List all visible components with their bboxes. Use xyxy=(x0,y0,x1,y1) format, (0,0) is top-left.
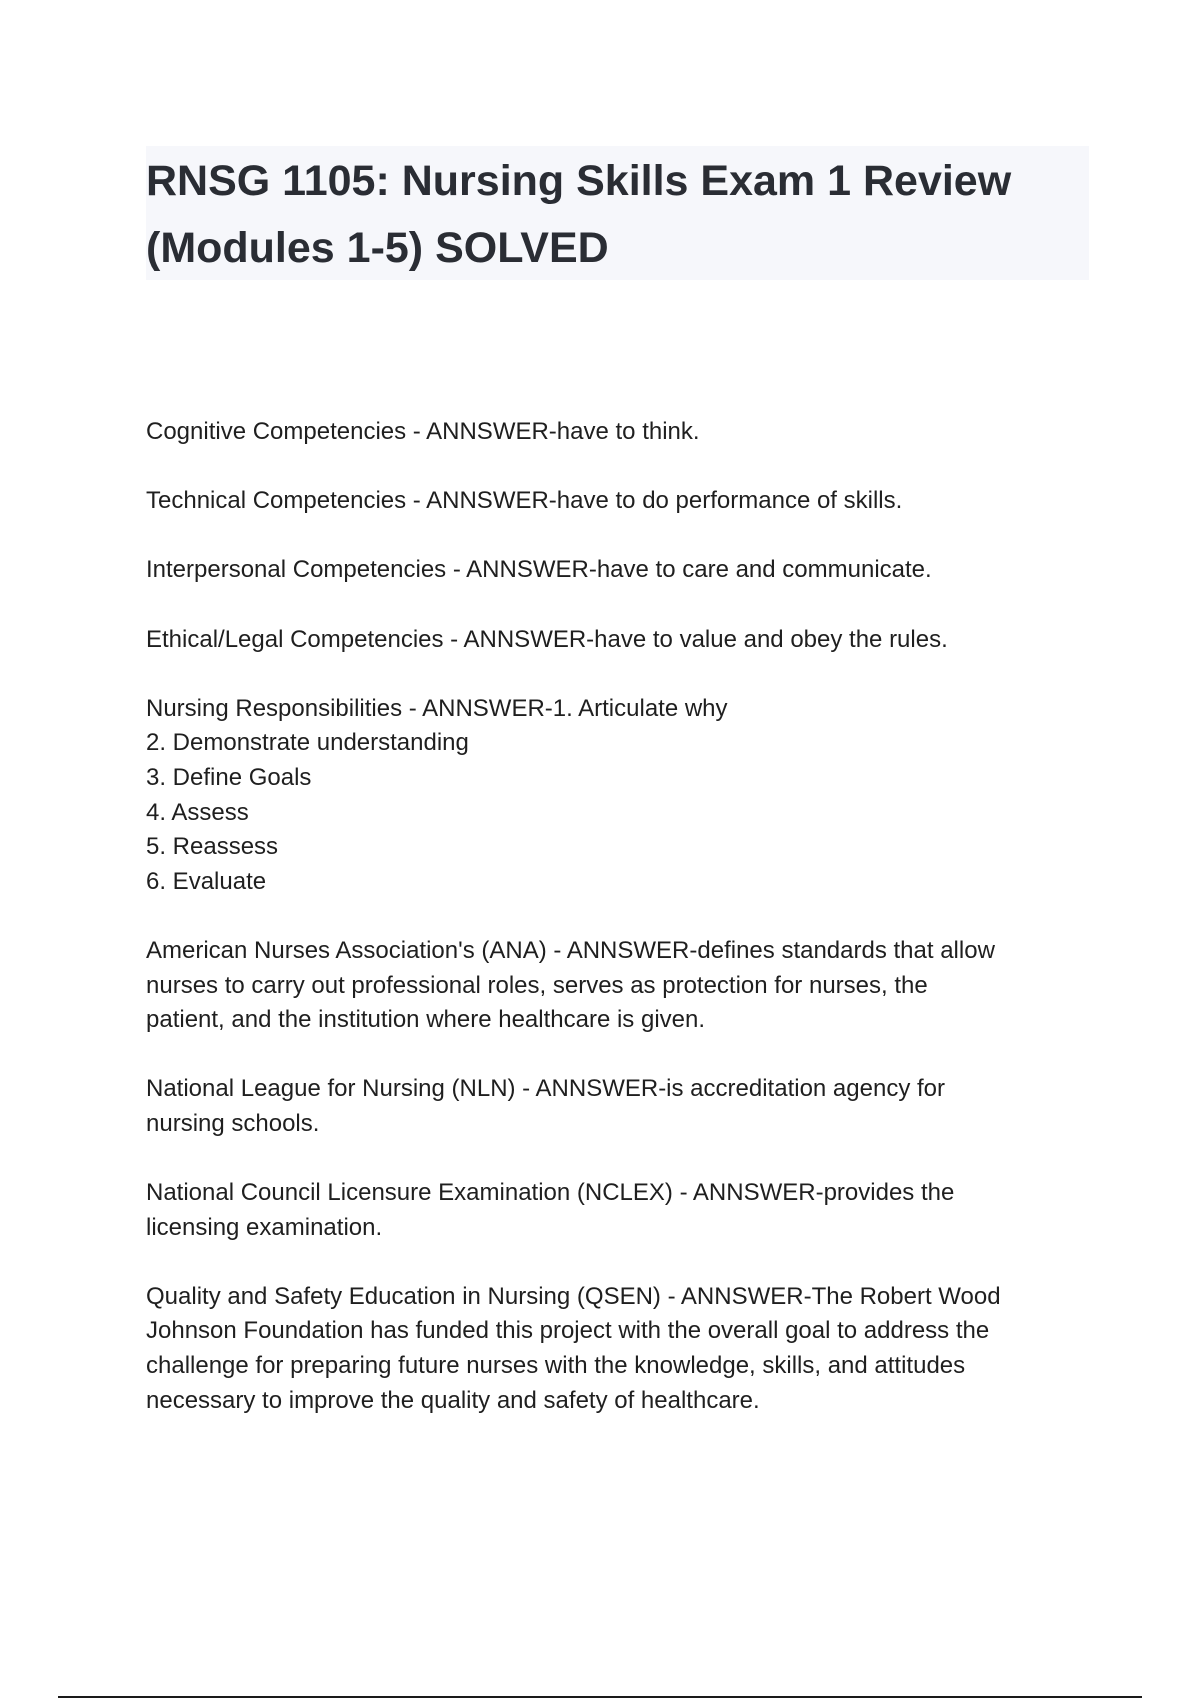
entry-line: National League for Nursing (NLN) - ANNSWER-is accreditation agency for xyxy=(146,1075,945,1103)
entry-line: Cognitive Competencies - ANNSWER-have to think. xyxy=(146,418,700,445)
entry-line: licensing examination. xyxy=(146,1213,383,1241)
qa-entry xyxy=(146,1072,1106,1141)
title-line: RNSG 1105: Nursing Skills Exam 1 Review xyxy=(146,157,1012,205)
entry-line: nurses to carry out professional roles, serves as protection for nurses, the xyxy=(146,971,928,999)
qa-entry xyxy=(146,1176,1106,1245)
qa-entry xyxy=(146,692,1106,900)
entry-line: Nursing Responsibilities - ANNSWER-1. Articulate why xyxy=(146,694,728,722)
document-title xyxy=(146,146,1089,280)
entry-line: Ethical/Legal Competencies - ANNSWER-have to value and obey the rules. xyxy=(146,625,948,653)
entry-line: National Council Licensure Examination (NCLEX) - ANNSWER-provides the xyxy=(146,1179,955,1207)
entry-line: 6. Evaluate xyxy=(146,867,267,895)
entry-line: patient, and the institution where healthcare is given. xyxy=(146,1006,706,1034)
entry-line: 5. Reassess xyxy=(146,833,279,861)
entry-line: 2. Demonstrate understanding xyxy=(146,729,469,757)
qa-entry xyxy=(146,934,1106,1038)
qa-entry xyxy=(146,1280,1106,1418)
entry-line: Technical Competencies - ANNSWER-have to do performance of skills. xyxy=(146,487,903,515)
entry-line: challenge for preparing future nurses with the knowledge, skills, and attitudes xyxy=(146,1352,966,1380)
entry-line: 3. Define Goals xyxy=(146,763,312,791)
qa-entry xyxy=(146,623,1106,658)
entry-line: Johnson Foundation has funded this project with the overall goal to address the xyxy=(146,1317,990,1345)
entry-line: 4. Assess xyxy=(146,798,249,826)
entry-line: Quality and Safety Education in Nursing (QSEN) - ANNSWER-The Robert Wood xyxy=(146,1282,1001,1310)
title-line: (Modules 1-5) SOLVED xyxy=(146,224,609,272)
entry-line: American Nurses Association's (ANA) - ANNSWER-defines standards that allow xyxy=(146,936,995,964)
entry-line: Interpersonal Competencies - ANNSWER-have to care and communicate. xyxy=(146,556,932,584)
qa-entry xyxy=(146,415,1106,450)
document-body xyxy=(146,415,1106,1453)
entry-line: necessary to improve the quality and safety of healthcare. xyxy=(146,1386,760,1414)
qa-entry xyxy=(146,553,1106,588)
page-bottom-divider xyxy=(58,1696,1142,1698)
qa-entry xyxy=(146,484,1106,519)
entry-line: nursing schools. xyxy=(146,1109,320,1137)
